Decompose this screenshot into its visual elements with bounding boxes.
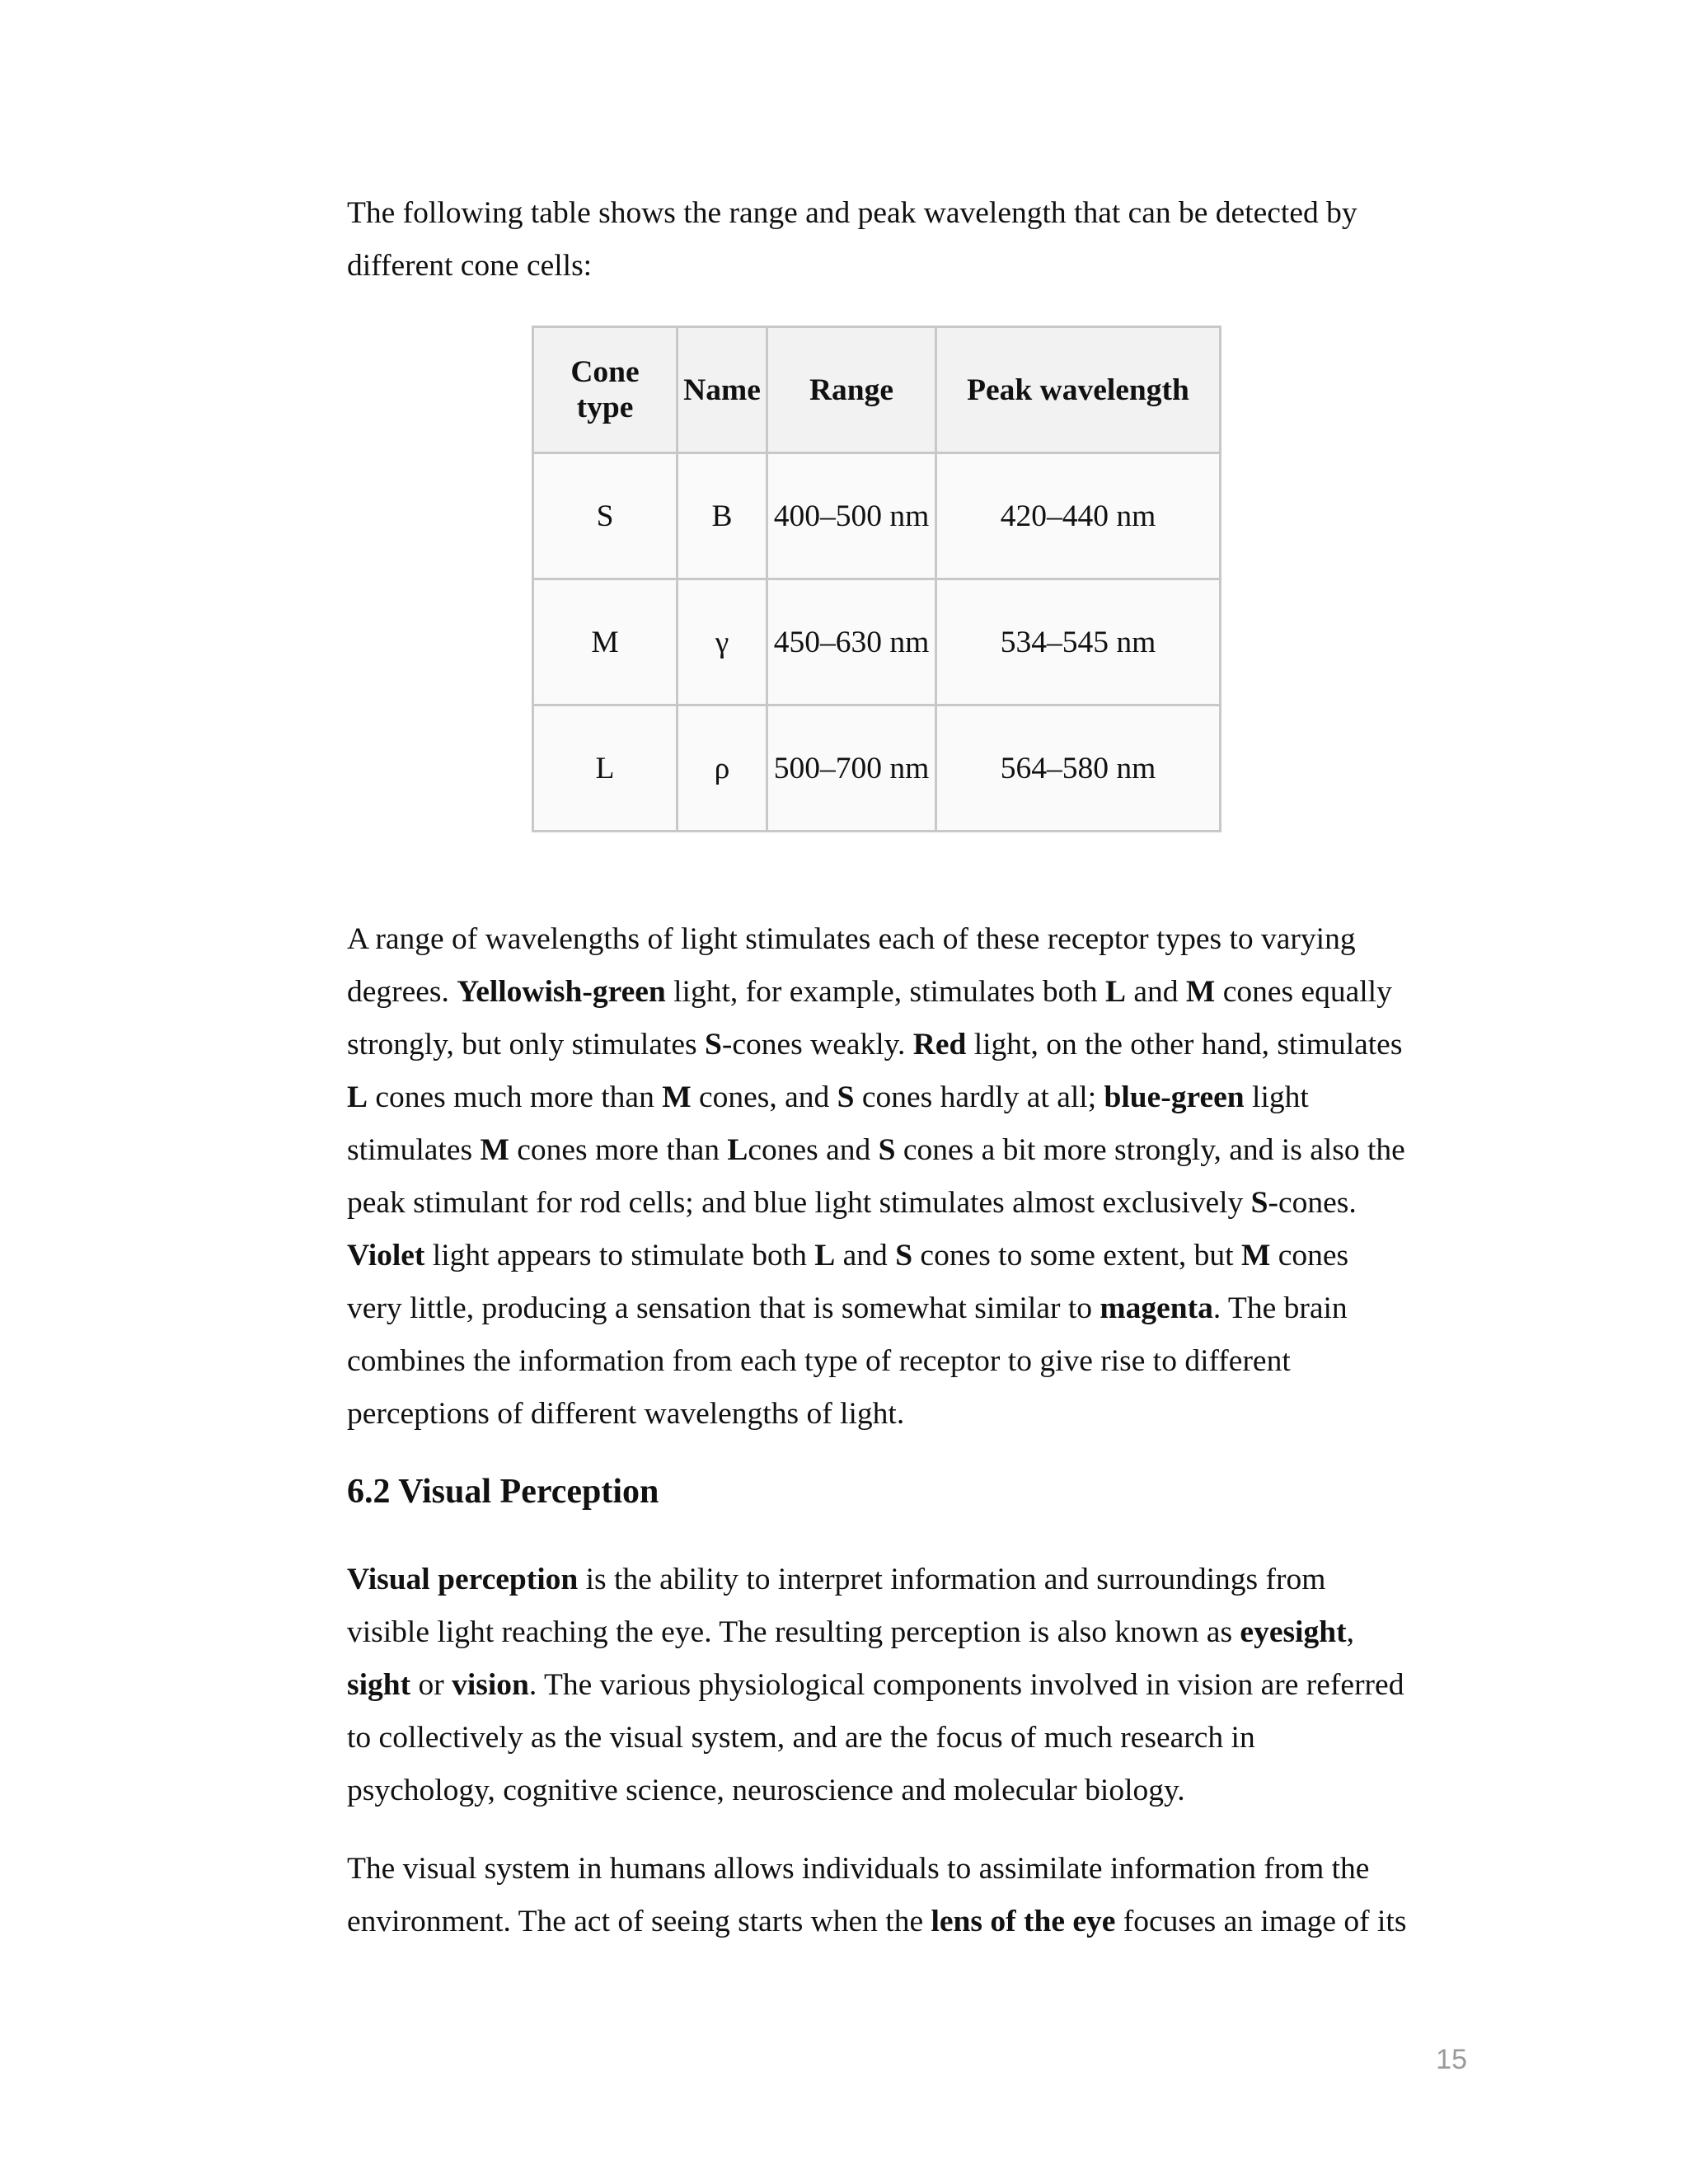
- text-run: cones and: [748, 1133, 879, 1167]
- cell-cone-type: L: [533, 705, 678, 832]
- column-header-range: Range: [767, 327, 936, 453]
- bold-term: S: [705, 1028, 722, 1062]
- bold-term: Red: [912, 1028, 967, 1062]
- cell-peak-wavelength: 564–580 nm: [936, 705, 1221, 832]
- bold-term: S: [895, 1239, 913, 1272]
- bold-term: L: [727, 1133, 748, 1167]
- text-run: cones a bit more strongly, and is also the peak stimulant for rod cells; and blue light stimulates almost exclusively: [347, 1133, 1405, 1220]
- text-run: -cones.: [1268, 1186, 1357, 1220]
- text-run: focuses an image of its: [1115, 1905, 1407, 1938]
- cell-peak-wavelength: 420–440 nm: [936, 453, 1221, 579]
- section-heading: 6.2 Visual Perception: [347, 1473, 659, 1511]
- bold-term: Visual perception: [347, 1563, 579, 1596]
- text-run: is the ability to interpret information and surroundings from visible light reaching the eye. The resulting perception is also known as: [347, 1563, 1326, 1649]
- bold-term: S: [878, 1133, 896, 1167]
- cell-range: 400–500 nm: [767, 453, 936, 579]
- text-run: cones hardly at all;: [854, 1080, 1104, 1114]
- bold-term: M: [480, 1133, 509, 1167]
- cell-range: 450–630 nm: [767, 579, 936, 705]
- column-header-cone-type: Cone type: [533, 327, 678, 453]
- bold-term: Violet: [347, 1239, 425, 1272]
- cell-name: γ: [678, 579, 767, 705]
- bold-term: lens of the eye: [931, 1905, 1116, 1938]
- text-run: cones, and: [691, 1080, 837, 1114]
- cell-cone-type: M: [533, 579, 678, 705]
- bold-term: M: [1185, 975, 1216, 1009]
- text-run: or: [410, 1668, 452, 1702]
- text-run: The visual system in humans allows individuals to assimilate information from the environment. The act of seeing starts when the: [347, 1852, 1370, 1938]
- bold-term: Yellowish-green: [457, 975, 666, 1009]
- text-run: -cones weakly.: [721, 1028, 913, 1062]
- bold-term: S: [1250, 1186, 1268, 1220]
- bold-term: blue-green: [1104, 1080, 1245, 1114]
- bold-term: S: [837, 1080, 855, 1114]
- text-run: light stimulates: [347, 1080, 1309, 1167]
- text-run: and: [835, 1239, 896, 1272]
- text-run: . The various physiological components involved in vision are referred to collectively as the visual system, and are the focus of much research in psychology, cognitive science, neuroscience and molecular biology.: [347, 1668, 1404, 1807]
- cell-range: 500–700 nm: [767, 705, 936, 832]
- bold-term: M: [1240, 1239, 1271, 1272]
- text-run: cones equally strongly, but only stimulates: [347, 975, 1392, 1062]
- wavelength-stimulation-paragraph: [347, 913, 1410, 1441]
- text-run: A range of wavelengths of light stimulates each of these receptor types to varying degrees.: [347, 922, 1356, 1009]
- text-run: light, on the other hand, stimulates: [966, 1028, 1403, 1062]
- text-run: cones more than: [509, 1133, 728, 1167]
- cell-name: ρ: [678, 705, 767, 832]
- cone-cells-table: [532, 326, 1221, 832]
- visual-system-paragraph: [347, 1843, 1410, 1948]
- table-row: [533, 705, 1221, 832]
- bold-term: M: [662, 1080, 692, 1114]
- table-row: [533, 579, 1221, 705]
- bold-term: vision: [452, 1668, 529, 1702]
- bold-term: sight: [347, 1668, 411, 1702]
- cell-peak-wavelength: 534–545 nm: [936, 579, 1221, 705]
- text-run: cones very little, producing a sensation that is somewhat similar to: [347, 1239, 1349, 1325]
- bold-term: L: [814, 1239, 836, 1272]
- text-run: cones to some extent, but: [912, 1239, 1241, 1272]
- text-run: cones much more than: [368, 1080, 663, 1114]
- cell-name: B: [678, 453, 767, 579]
- text-run: and: [1126, 975, 1186, 1009]
- table-row: [533, 453, 1221, 579]
- cell-cone-type: S: [533, 453, 678, 579]
- column-header-peak-wavelength: Peak wavelength: [936, 327, 1221, 453]
- bold-term: L: [1104, 975, 1126, 1009]
- bold-term: eyesight: [1240, 1615, 1347, 1649]
- table-header-row: [533, 327, 1221, 453]
- bold-term: L: [347, 1080, 368, 1114]
- visual-perception-paragraph: [347, 1554, 1410, 1817]
- page-number: 15: [1436, 2044, 1467, 2075]
- intro-paragraph: The following table shows the range and peak wavelength that can be detected by different cone cells:: [347, 196, 1357, 283]
- text-run: light, for example, stimulates both: [665, 975, 1105, 1009]
- text-run: ,: [1346, 1615, 1354, 1649]
- column-header-name: Name: [678, 327, 767, 453]
- text-run: light appears to stimulate both: [424, 1239, 815, 1272]
- text-run: . The brain combines the information from each type of receptor to give rise to different perceptions of different wavelengths of light.: [347, 1291, 1348, 1431]
- bold-term: magenta: [1100, 1291, 1213, 1325]
